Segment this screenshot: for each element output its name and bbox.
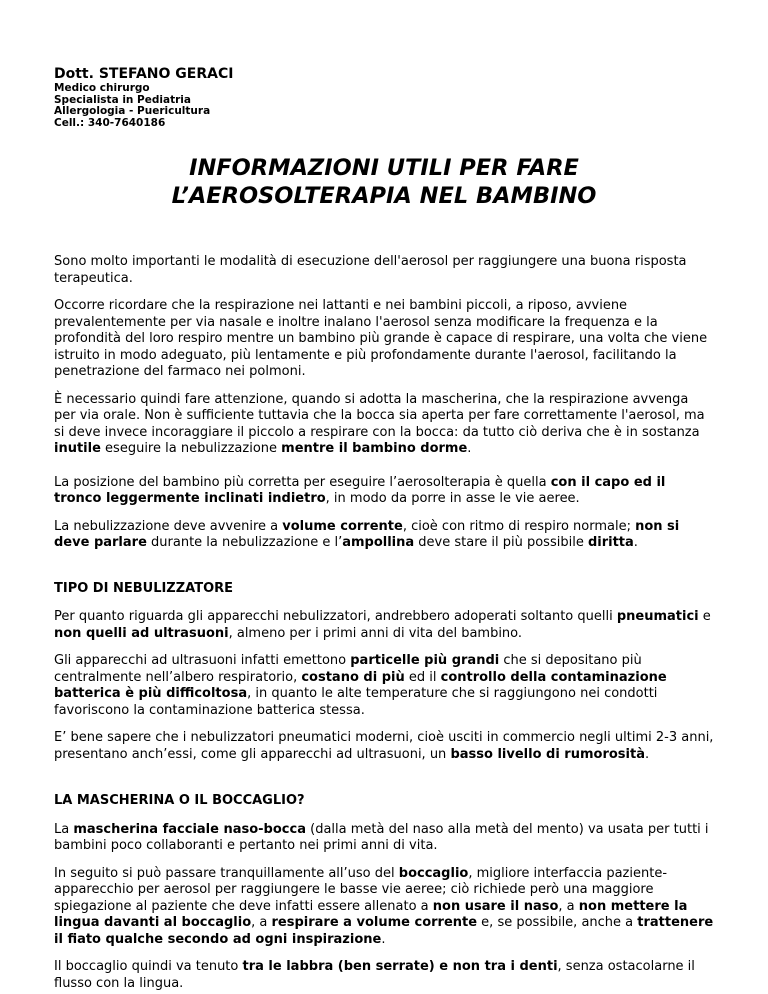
text-run: deve stare il più possibile xyxy=(414,535,588,550)
bold-text-run: pneumatici xyxy=(616,609,699,624)
text-run: È necessario quindi fare attenzione, quando si adotta la mascherina, che la respirazione avvenga per via orale. Non è sufficiente tuttavia che la bocca sia aperta per fare correttamente l'aerosol, ma si deve invece incoraggiare il piccolo a respirare con la bocca: da tutto ciò deriva che è in sostanza xyxy=(54,391,705,440)
doctor-details xyxy=(54,83,210,129)
bold-text-run: mascherina facciale naso-bocca xyxy=(73,821,306,837)
bold-text-run: non usare il naso xyxy=(432,898,559,914)
text-run: La posizione del bambino più corretta per eseguire l’aerosolterapia è quella xyxy=(54,474,551,490)
bold-text-run: costano di più xyxy=(301,669,405,685)
text-run: e xyxy=(698,609,711,624)
text-run: , in modo da porre in asse le vie aeree. xyxy=(325,491,580,506)
text-run: , migliore interfaccia paziente-apparecchio per aerosol per raggiungere le basse vie aeree; ciò richiede però una maggiore spiegazione al paziente che deve infatti essere allenato a xyxy=(54,865,668,914)
bold-text-run: con il capo ed il tronco leggermente inclinati indietro xyxy=(54,474,666,506)
bold-text-run: volume corrente xyxy=(282,518,403,534)
text-run: ed il xyxy=(404,669,441,685)
title-line-2: L’AEROSOLTERAPIA NEL BAMBINO xyxy=(171,183,597,209)
document-title xyxy=(0,154,768,210)
paragraph-position xyxy=(54,475,714,508)
doctor-phone: Cell.: 340-7640186 xyxy=(54,116,166,129)
text-run: , a xyxy=(558,898,579,914)
paragraph-lips xyxy=(54,959,714,992)
paragraph-mouthpiece xyxy=(54,866,714,949)
text-run: . xyxy=(381,931,386,947)
paragraph-breathing xyxy=(54,298,714,381)
text-run: Il boccaglio quindi va tenuto xyxy=(54,959,243,974)
text-run: In seguito si può passare tranquillamente all’uso del xyxy=(54,865,399,881)
bold-text-run: particelle più grandi xyxy=(350,653,500,668)
text-run: Per quanto riguarda gli apparecchi nebulizzatori, andrebbero adoperati soltanto quelli xyxy=(54,609,617,624)
text-run: , in quanto le alte temperature che si raggiungono nei condotti favoriscono la contaminazione batterica stessa. xyxy=(54,686,658,718)
text-run: La xyxy=(54,821,74,837)
doctor-name: Dott. STEFANO GERACI xyxy=(54,66,234,82)
bold-text-run: basso livello di rumorosità xyxy=(450,746,645,762)
bold-text-run: LA MASCHERINA O IL BOCCAGLIO? xyxy=(54,793,305,808)
document-body xyxy=(54,254,714,992)
bold-text-run: mentre il bambino dorme xyxy=(281,441,468,456)
text-run: La nebulizzazione deve avvenire a xyxy=(54,518,283,534)
doctor-specialty: Specialista in Pediatria xyxy=(54,93,191,106)
doctor-fields: Allergologia - Puericultura xyxy=(54,105,211,117)
bold-text-run: controllo della contaminazione batterica è più difficoltosa xyxy=(54,669,667,701)
text-run: . xyxy=(644,746,650,762)
text-run: , cioè con ritmo di respiro normale; xyxy=(402,518,636,534)
bold-text-run: boccaglio xyxy=(398,865,469,881)
bold-text-run: diritta xyxy=(587,535,634,550)
text-run: eseguire la nebulizzazione xyxy=(100,441,282,456)
text-run: (dalla metà del naso alla metà del mento) va usata per tutti i bambini poco collaboranti e pertanto nei primi anni di vita. xyxy=(54,821,709,853)
paragraph-noise xyxy=(54,730,714,763)
text-run: Gli apparecchi ad ultrasuoni infatti emettono xyxy=(54,653,351,668)
text-run: Occorre ricordare che la respirazione nei lattanti e nei bambini piccoli, a riposo, avviene prevalentemente per via nasale e inoltre inalano l'aerosol senza modificare la frequenza e la profondità del loro respiro mentre un bambino più grande è capace di respirare, una volta che viene istruito in modo adeguato, più lentamente e più profondamente durante l'aerosol, facilitando la penetrazione del farmaco nei polmoni. xyxy=(54,298,708,379)
text-run: durante la nebulizzazione e l’ xyxy=(146,535,343,550)
bold-text-run: tra le labbra (ben serrate) e non tra i denti xyxy=(242,959,558,974)
section-heading-nebulizer xyxy=(54,581,714,598)
text-run: . xyxy=(633,535,638,550)
title-line-1: INFORMAZIONI UTILI PER FARE xyxy=(189,155,579,181)
text-run: E’ bene sapere che i nebulizzatori pneumatici moderni, cioè usciti in commercio negli ultimi 2-3 anni, presentano anch’essi, come gli apparecchi ad ultrasuoni, un xyxy=(54,730,714,762)
text-run: Sono molto importanti le modalità di esecuzione dell'aerosol per raggiungere una buona risposta terapeutica. xyxy=(54,254,687,286)
bold-text-run: non mettere la lingua davanti al boccaglio xyxy=(54,898,688,930)
paragraph-intro xyxy=(54,254,714,287)
bold-text-run: non quelli ad ultrasuoni xyxy=(54,625,229,641)
bold-text-run: trattenere il fiato qualche secondo ad ogni inspirazione xyxy=(54,915,714,947)
text-run: , almeno per i primi anni di vita del bambino. xyxy=(228,625,523,641)
bold-text-run: non si deve parlare xyxy=(54,518,680,550)
paragraph-mouth xyxy=(54,392,714,458)
paragraph-mask xyxy=(54,822,714,855)
text-run: che si depositano più centralmente nell’albero respiratorio, xyxy=(54,653,642,685)
text-run: , a xyxy=(251,915,272,930)
bold-text-run: inutile xyxy=(54,441,101,456)
bold-text-run: respirare a volume corrente xyxy=(271,915,478,930)
paragraph-ultrasound xyxy=(54,653,714,719)
doctor-qualification: Medico chirurgo xyxy=(54,82,150,94)
text-run: , senza ostacolarne il flusso con la lingua. xyxy=(54,959,695,991)
section-heading-mask xyxy=(54,793,714,810)
bold-text-run: TIPO DI NEBULIZZATORE xyxy=(54,580,234,596)
paragraph-pneumatic xyxy=(54,609,714,642)
paragraph-volume xyxy=(54,519,714,552)
bold-text-run: ampollina xyxy=(342,535,415,550)
text-run: . xyxy=(467,441,472,456)
text-run: e, se possibile, anche a xyxy=(477,915,638,930)
